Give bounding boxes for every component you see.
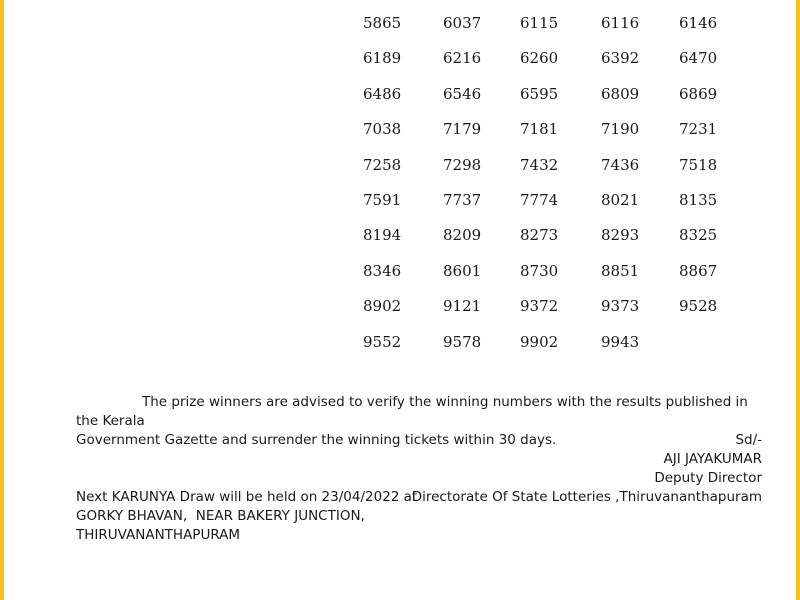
- winning-number: 9943: [601, 332, 640, 351]
- winning-number: 9373: [601, 297, 640, 316]
- winners-advice-paragraph: [76, 393, 766, 450]
- winning-number: 6546: [443, 84, 482, 103]
- winning-number: 6809: [601, 84, 640, 103]
- next-draw-line-1: Next KARUNYA Draw will be held on 23/04/2022 at: [76, 489, 418, 505]
- winning-number: 8346: [363, 261, 402, 280]
- winning-number: 8194: [363, 226, 402, 245]
- winning-number: 6486: [363, 84, 402, 103]
- next-draw-line-3: THIRUVANANTHAPURAM: [76, 527, 241, 543]
- winning-number: 7432: [520, 155, 559, 174]
- winning-number: 9902: [520, 332, 559, 351]
- winning-number: 8135: [679, 190, 718, 209]
- signatory-designation: Deputy Director: [654, 470, 762, 486]
- winning-number: 8601: [443, 261, 482, 280]
- advice-line-1: [76, 393, 766, 431]
- winning-number: 8021: [601, 190, 640, 209]
- winning-number: 9372: [520, 297, 559, 316]
- winning-number: 8867: [679, 261, 718, 280]
- page-border-left: [0, 0, 4, 600]
- advice-line-1-text: The prize winners are advised to verify the winning numbers with the results published in the Kerala: [76, 394, 748, 429]
- winning-number: 7591: [363, 190, 402, 209]
- signatory-office: Directorate Of State Lotteries ,Thiruvananthapuram: [411, 489, 762, 505]
- winning-number: 7436: [601, 155, 640, 174]
- winning-number: 8325: [679, 226, 718, 245]
- signatory-name: AJI JAYAKUMAR: [663, 451, 762, 467]
- winning-number: 7190: [601, 120, 640, 139]
- winning-number: 6216: [443, 49, 482, 68]
- advice-line-2: Government Gazette and surrender the winning tickets within 30 days.: [76, 432, 557, 448]
- winning-number: 9528: [679, 297, 718, 316]
- winning-number: 6595: [520, 84, 559, 103]
- winning-number: 9578: [443, 332, 482, 351]
- winning-number: 9552: [363, 332, 402, 351]
- winning-number: 7774: [520, 190, 559, 209]
- winning-number: 6116: [601, 14, 640, 32]
- winning-number: 8209: [443, 226, 482, 245]
- winning-number: 7231: [679, 120, 718, 139]
- signature-sd: Sd/-: [735, 432, 762, 448]
- winning-number: 8273: [520, 226, 559, 245]
- winning-number: 7737: [443, 190, 482, 209]
- winning-number: 8902: [363, 297, 402, 316]
- winning-number: 7179: [443, 120, 482, 139]
- winning-number: 8851: [601, 261, 640, 280]
- winning-number: 7258: [363, 155, 402, 174]
- winning-number: 9121: [443, 297, 482, 316]
- winning-number: 8293: [601, 226, 640, 245]
- winning-number: 7038: [363, 120, 402, 139]
- winning-number: 7518: [679, 155, 718, 174]
- winning-number: 6037: [443, 14, 482, 32]
- winning-number: 8730: [520, 261, 559, 280]
- next-draw-notice: [76, 488, 417, 545]
- winning-number: 7298: [443, 155, 482, 174]
- winning-number: 5865: [363, 14, 402, 32]
- winning-number: 6869: [679, 84, 718, 103]
- winning-number: 6392: [601, 49, 640, 68]
- winning-number: 6260: [520, 49, 559, 68]
- next-draw-line-2: GORKY BHAVAN, NEAR BAKERY JUNCTION,: [76, 508, 365, 524]
- winning-number: 6115: [520, 14, 559, 32]
- winning-number: 6189: [363, 49, 402, 68]
- winning-number: 6146: [679, 14, 718, 32]
- page-border-right: [796, 0, 800, 600]
- winning-number: 7181: [520, 120, 559, 139]
- winning-number: 6470: [679, 49, 718, 68]
